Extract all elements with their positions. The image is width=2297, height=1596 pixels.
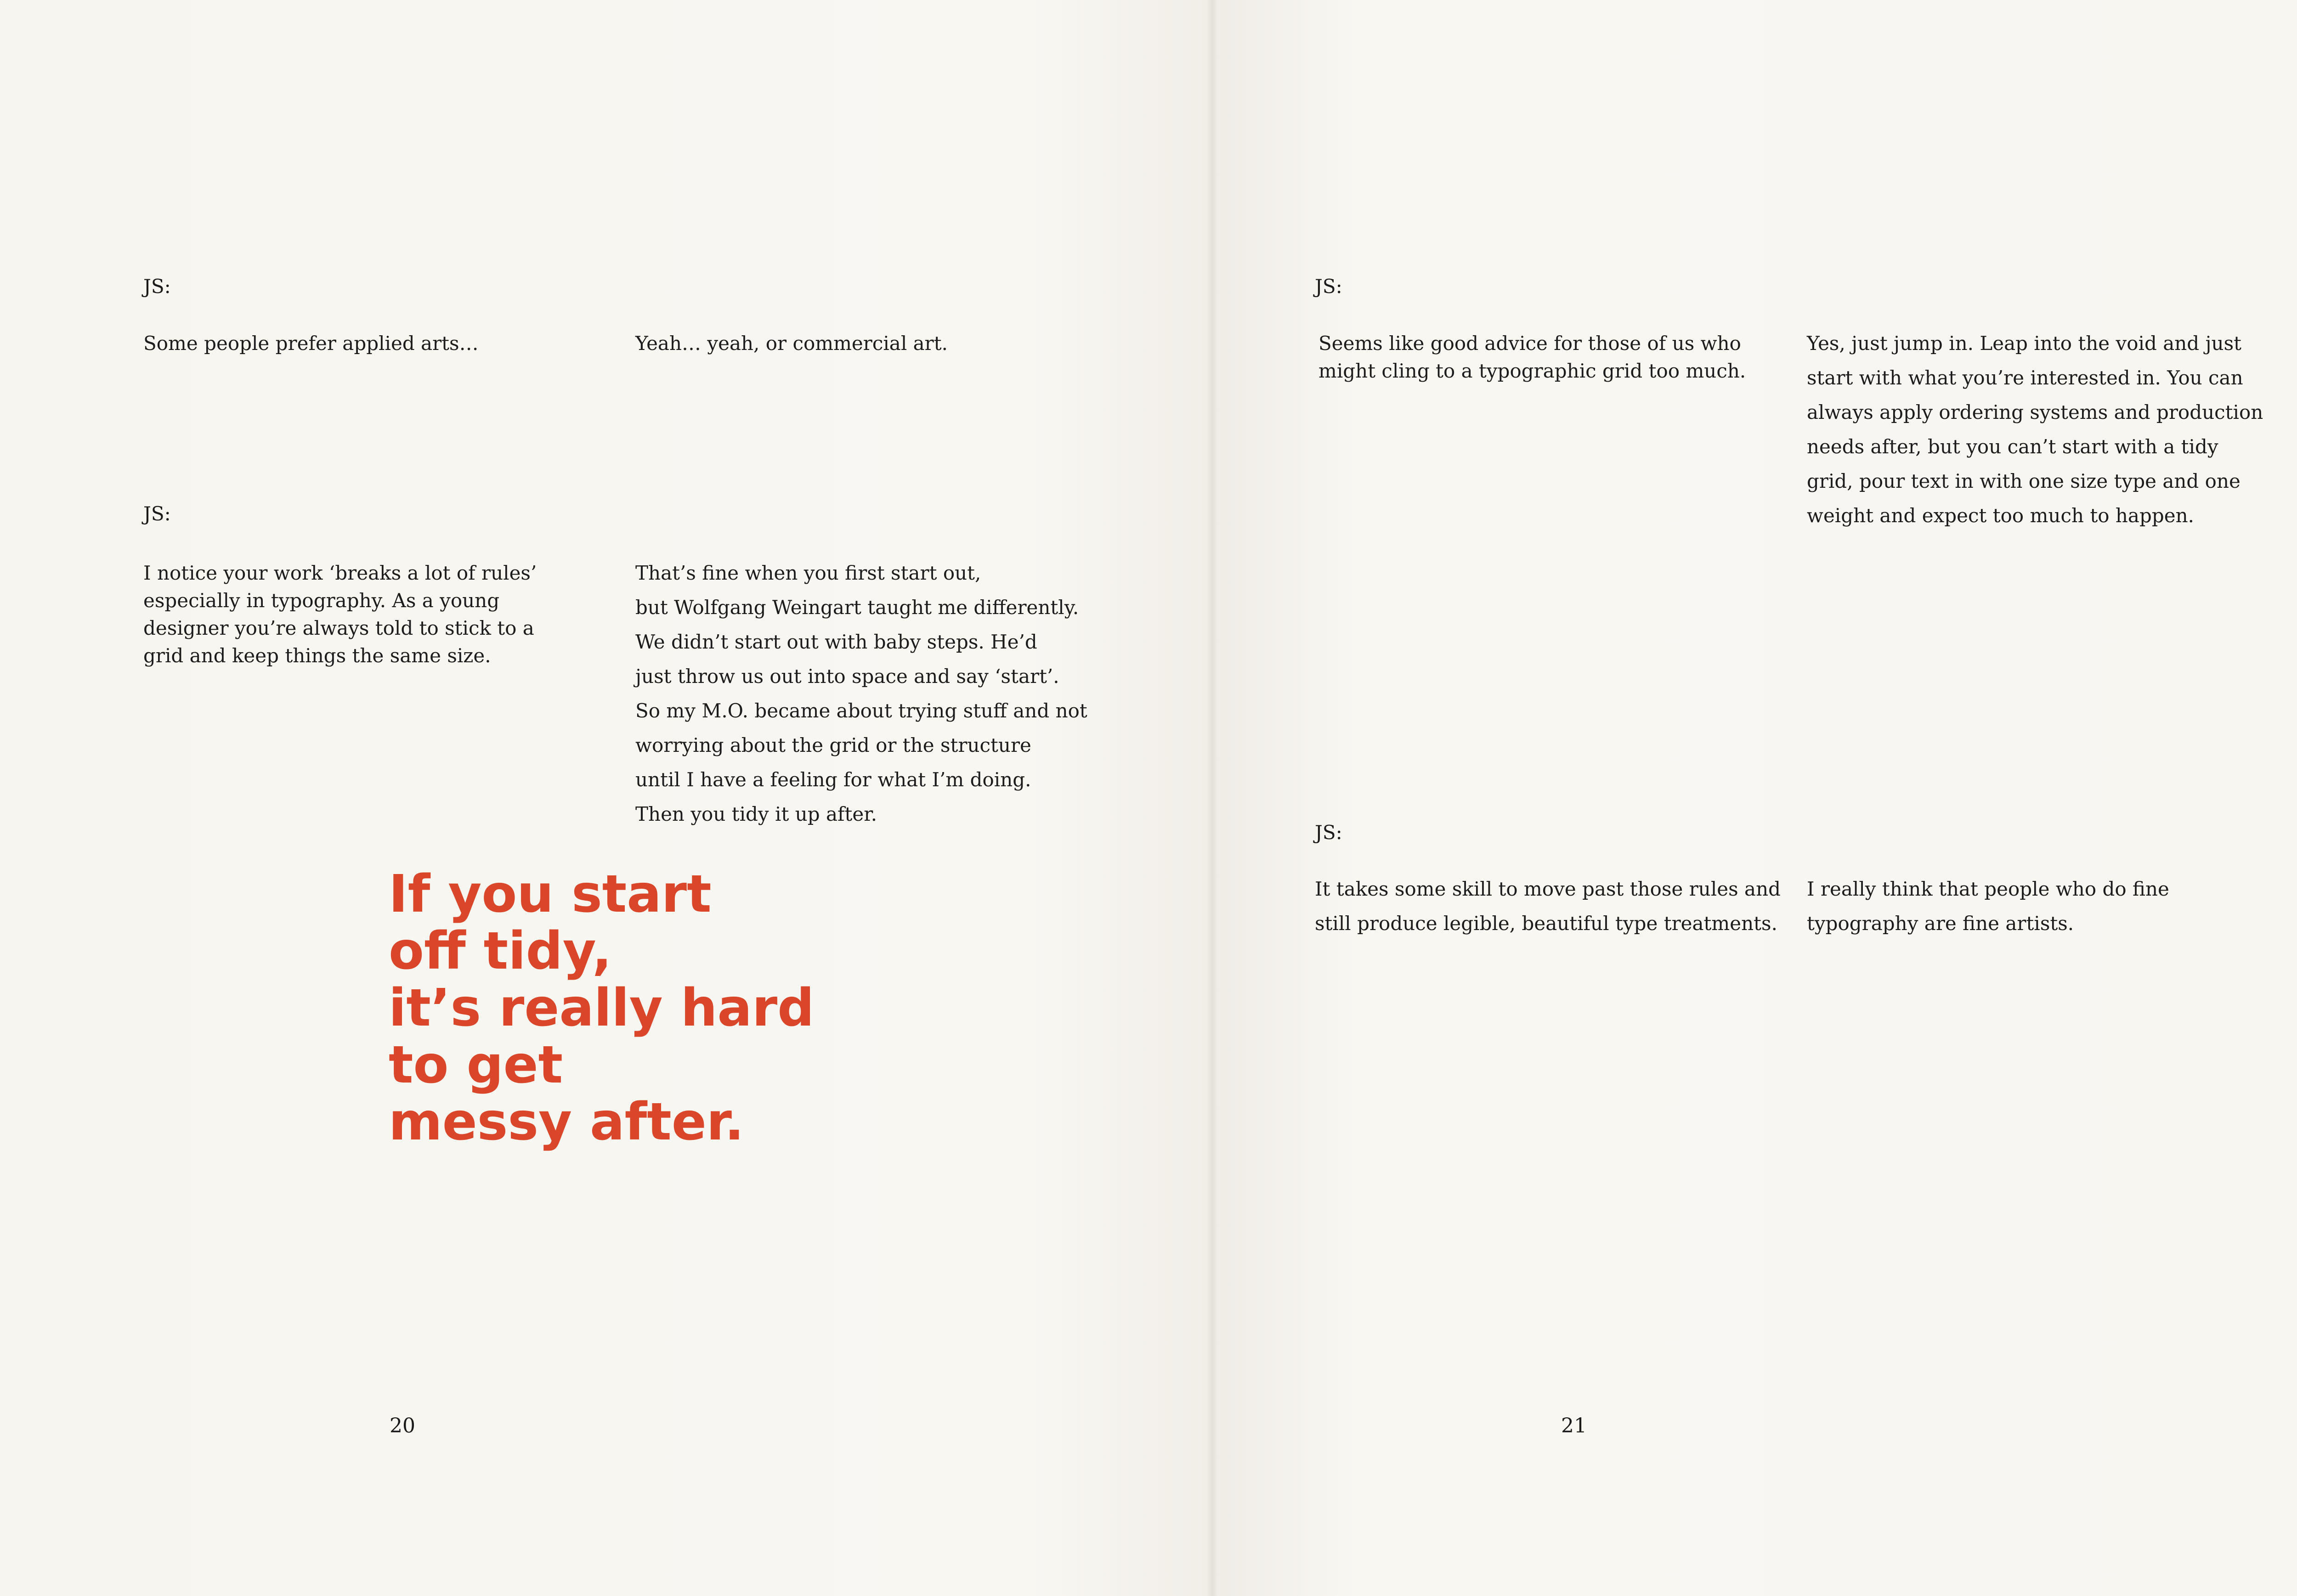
- spine-gutter: [1206, 0, 1217, 1596]
- speaker-label: JS:: [143, 275, 171, 298]
- speaker-label: JS:: [143, 502, 171, 525]
- page-number: 21: [1561, 1414, 1587, 1438]
- question-text: I notice your work ‘breaks a lot of rules’ especially in typography. As a young designer you’re always told to stick to a grid and keep things the same size.: [143, 562, 537, 667]
- question-text: It takes some skill to move past those rules and still produce legible, beautiful type treatments.: [1315, 878, 1781, 935]
- question-text: Some people prefer applied arts…: [143, 332, 479, 355]
- speaker-label: JS:: [1315, 821, 1342, 844]
- question-text: Seems like good advice for those of us who might cling to a typographic grid too much.: [1318, 332, 1746, 382]
- answer-text: Yeah… yeah, or commercial art.: [635, 332, 948, 355]
- pull-quote: If you start off tidy, it’s really hard to get messy after.: [389, 864, 815, 1152]
- answer-text: Yes, just jump in. Leap into the void and just start with what you’re interested in. You can always apply ordering systems and production needs after, but you can’t start with a tidy grid, pour text in with one size type and one weight and expect too much to happen.: [1807, 332, 2263, 527]
- right-page: [1212, 0, 2297, 1596]
- page-number: 20: [390, 1414, 415, 1438]
- speaker-label: JS:: [1315, 275, 1342, 298]
- answer-text: I really think that people who do fine typography are fine artists.: [1807, 878, 2169, 935]
- answer-text: That’s fine when you first start out, but Wolfgang Weingart taught me differently. We didn’t start out with baby steps. He’d just throw us out into space and say ‘start’. So my M.O. became about trying stuff and not worrying about the grid or the structure until I have a feeling for what I’m doing. Then you tidy it up after.: [635, 562, 1087, 825]
